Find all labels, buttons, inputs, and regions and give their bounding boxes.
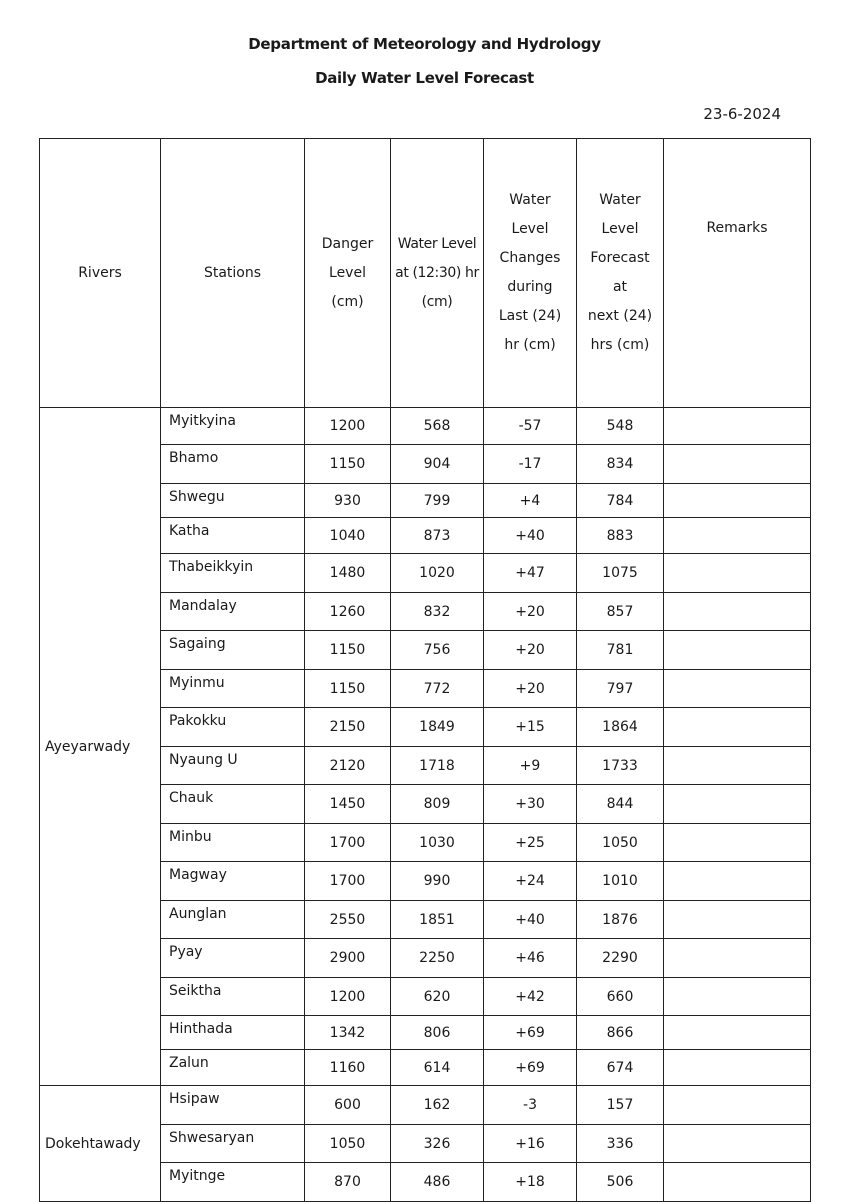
river-name: Dokehtawady [40,1086,161,1202]
level-forecast: 1864 [577,708,664,747]
water-level: 162 [391,1086,484,1125]
danger-level: 2120 [305,747,391,785]
level-change: +30 [484,785,577,824]
station-name: Sagaing [161,631,305,670]
remarks-cell [664,1125,811,1163]
remarks-cell [664,445,811,484]
level-forecast: 674 [577,1050,664,1086]
danger-level: 1150 [305,670,391,708]
header-water-level-forecast [577,139,664,408]
report-title: Daily Water Level Forecast [315,69,534,87]
water-level: 990 [391,862,484,901]
report-date: 23-6-2024 [703,105,781,123]
water-level: 756 [391,631,484,670]
header-rivers: Rivers [40,139,161,408]
danger-level: 1700 [305,862,391,901]
station-name: Thabeikkyin [161,554,305,593]
header-line: Forecast [590,250,650,266]
water-level: 1851 [391,901,484,939]
water-level: 873 [391,518,484,554]
water-level: 568 [391,408,484,445]
river-name: Ayeyarwady [40,408,161,1086]
remarks-cell [664,593,811,631]
level-change: +16 [484,1125,577,1163]
header-water-level [391,139,484,408]
level-forecast: 866 [577,1016,664,1050]
remarks-cell [664,518,811,554]
header-stations: Stations [161,139,305,408]
danger-level: 1150 [305,445,391,484]
header-danger-level [305,139,391,408]
level-change: +24 [484,862,577,901]
header-line: Danger [321,235,374,252]
level-forecast: 2290 [577,939,664,978]
header-line: Level [601,221,639,237]
water-level: 486 [391,1163,484,1202]
level-change: +20 [484,631,577,670]
station-name: Zalun [161,1050,305,1086]
table-row [40,1086,811,1125]
remarks-cell [664,747,811,785]
level-change: +42 [484,978,577,1016]
water-level: 904 [391,445,484,484]
organization-title: Department of Meteorology and Hydrology [248,35,601,53]
danger-level: 2150 [305,708,391,747]
remarks-cell [664,824,811,862]
table-header-row [40,139,811,408]
station-name: Minbu [161,824,305,862]
danger-level: 2550 [305,901,391,939]
level-change: +15 [484,708,577,747]
danger-level: 1150 [305,631,391,670]
level-forecast: 1010 [577,862,664,901]
water-level: 832 [391,593,484,631]
level-change: +47 [484,554,577,593]
level-forecast: 506 [577,1163,664,1202]
level-change: +46 [484,939,577,978]
station-name: Myitkyina [161,408,305,445]
water-level: 1020 [391,554,484,593]
header-line: (cm) [421,293,453,310]
table-row [40,408,811,445]
remarks-cell [664,1163,811,1202]
water-level: 614 [391,1050,484,1086]
header-line: Water Level [397,235,477,252]
station-name: Myitnge [161,1163,305,1202]
danger-level: 870 [305,1163,391,1202]
level-forecast: 660 [577,978,664,1016]
remarks-cell [664,1050,811,1086]
station-name: Hsipaw [161,1086,305,1125]
station-name: Shwegu [161,484,305,518]
level-change: +69 [484,1050,577,1086]
header-line: hr (cm) [504,337,556,353]
danger-level: 1260 [305,593,391,631]
level-change: +9 [484,747,577,785]
level-change: -17 [484,445,577,484]
water-level: 326 [391,1125,484,1163]
danger-level: 1160 [305,1050,391,1086]
remarks-cell [664,408,811,445]
level-change: -3 [484,1086,577,1125]
danger-level: 1480 [305,554,391,593]
level-change: +40 [484,518,577,554]
level-forecast: 844 [577,785,664,824]
header-line: (cm) [331,293,364,310]
header-line: at [612,279,628,295]
level-change: +20 [484,670,577,708]
remarks-cell [664,901,811,939]
level-forecast: 797 [577,670,664,708]
header-line: during [507,279,553,295]
station-name: Pakokku [161,708,305,747]
level-forecast: 1050 [577,824,664,862]
station-name: Katha [161,518,305,554]
level-change: +40 [484,901,577,939]
level-forecast: 336 [577,1125,664,1163]
water-level-table [39,138,811,1202]
header-line: Level [511,221,549,237]
water-level: 1849 [391,708,484,747]
level-forecast: 883 [577,518,664,554]
danger-level: 1700 [305,824,391,862]
station-name: Nyaung U [161,747,305,785]
water-level: 806 [391,1016,484,1050]
level-change: +69 [484,1016,577,1050]
water-level: 1718 [391,747,484,785]
level-change: +18 [484,1163,577,1202]
header-line: next (24) [587,308,653,324]
station-name: Magway [161,862,305,901]
water-level: 2250 [391,939,484,978]
level-forecast: 781 [577,631,664,670]
level-change: +20 [484,593,577,631]
header-line: Water [509,192,551,208]
header-line: at (12:30) hr [395,264,479,281]
header-line: Last (24) [498,308,562,324]
water-level: 799 [391,484,484,518]
header-remarks: Remarks [664,139,811,408]
level-forecast: 857 [577,593,664,631]
header-line: Changes [499,250,561,266]
danger-level: 1450 [305,785,391,824]
remarks-cell [664,978,811,1016]
danger-level: 930 [305,484,391,518]
level-forecast: 1733 [577,747,664,785]
level-forecast: 157 [577,1086,664,1125]
water-level: 809 [391,785,484,824]
station-name: Mandalay [161,593,305,631]
level-forecast: 548 [577,408,664,445]
remarks-cell [664,1086,811,1125]
level-change: +4 [484,484,577,518]
danger-level: 2900 [305,939,391,978]
danger-level: 1200 [305,408,391,445]
station-name: Shwesaryan [161,1125,305,1163]
station-name: Seiktha [161,978,305,1016]
remarks-cell [664,670,811,708]
remarks-cell [664,939,811,978]
level-change: +25 [484,824,577,862]
danger-level: 1342 [305,1016,391,1050]
remarks-cell [664,554,811,593]
level-forecast: 834 [577,445,664,484]
header-line: hrs (cm) [590,337,650,353]
remarks-cell [664,631,811,670]
station-name: Myinmu [161,670,305,708]
header-water-level-changes [484,139,577,408]
remarks-cell [664,708,811,747]
station-name: Hinthada [161,1016,305,1050]
station-name: Bhamo [161,445,305,484]
danger-level: 1050 [305,1125,391,1163]
water-level: 620 [391,978,484,1016]
danger-level: 600 [305,1086,391,1125]
danger-level: 1040 [305,518,391,554]
header-line: Water [599,192,641,208]
level-forecast: 1075 [577,554,664,593]
remarks-cell [664,862,811,901]
level-change: -57 [484,408,577,445]
remarks-cell [664,1016,811,1050]
water-level: 1030 [391,824,484,862]
level-forecast: 1876 [577,901,664,939]
station-name: Pyay [161,939,305,978]
station-name: Chauk [161,785,305,824]
level-forecast: 784 [577,484,664,518]
station-name: Aunglan [161,901,305,939]
remarks-cell [664,484,811,518]
header-line: Level [329,264,366,281]
danger-level: 1200 [305,978,391,1016]
remarks-cell [664,785,811,824]
water-level: 772 [391,670,484,708]
